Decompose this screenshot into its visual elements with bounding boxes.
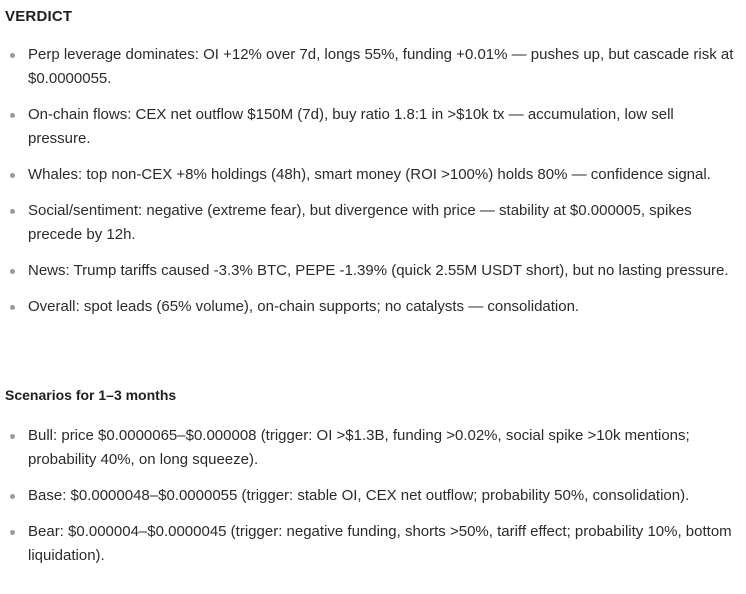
list-item-text: News: Trump tariffs caused -3.3% BTC, PEPE -1.39% (quick 2.55M USDT short), but no lasting pressure. [28, 262, 729, 279]
list-item-text: Base: $0.0000048–$0.0000055 (trigger: stable OI, CEX net outflow; probability 50%, consolidation). [28, 487, 690, 504]
bullet-icon [10, 434, 15, 439]
bullet-icon [10, 173, 15, 178]
bullet-icon [10, 209, 15, 214]
list-item [0, 424, 746, 472]
list-item-text: Whales: top non-CEX +8% holdings (48h), smart money (ROI >100%) holds 80% — confidence signal. [28, 166, 711, 183]
list-item-text: Perp leverage dominates: OI +12% over 7d, longs 55%, funding +0.01% — pushes up, but cascade risk at $0.0000055. [28, 46, 734, 87]
list-item [0, 103, 746, 151]
list-item [0, 163, 746, 187]
bullet-icon [10, 305, 15, 310]
list-item-text: Overall: spot leads (65% volume), on-chain supports; no catalysts — consolidation. [28, 298, 580, 315]
bullet-icon [10, 269, 15, 274]
list-item [0, 484, 746, 508]
bullet-icon [10, 113, 15, 118]
list-item [0, 43, 746, 91]
scenarios-heading: Scenarios for 1–3 months [5, 387, 177, 403]
list-item-text: On-chain flows: CEX net outflow $150M (7d), buy ratio 1.8:1 in >$10k tx — accumulation, low sell pressure. [28, 106, 674, 147]
bullet-icon [10, 494, 15, 499]
bullet-icon [10, 530, 15, 535]
list-item [0, 520, 746, 568]
list-item-text: Bear: $0.000004–$0.0000045 (trigger: negative funding, shorts >50%, tariff effect; probability 10%, bottom liquidation). [28, 523, 732, 564]
scenarios-list [0, 424, 746, 580]
verdict-list [0, 43, 746, 331]
bullet-icon [10, 53, 15, 58]
list-item-text: Bull: price $0.0000065–$0.000008 (trigger: OI >$1.3B, funding >0.02%, social spike >10k mentions; probability 40%, on long squeeze). [28, 427, 690, 468]
list-item [0, 199, 746, 247]
list-item-text: Social/sentiment: negative (extreme fear), but divergence with price — stability at $0.000005, spikes precede by 12h. [28, 202, 692, 243]
list-item [0, 295, 746, 319]
list-item [0, 259, 746, 283]
verdict-heading: VERDICT [5, 8, 73, 25]
